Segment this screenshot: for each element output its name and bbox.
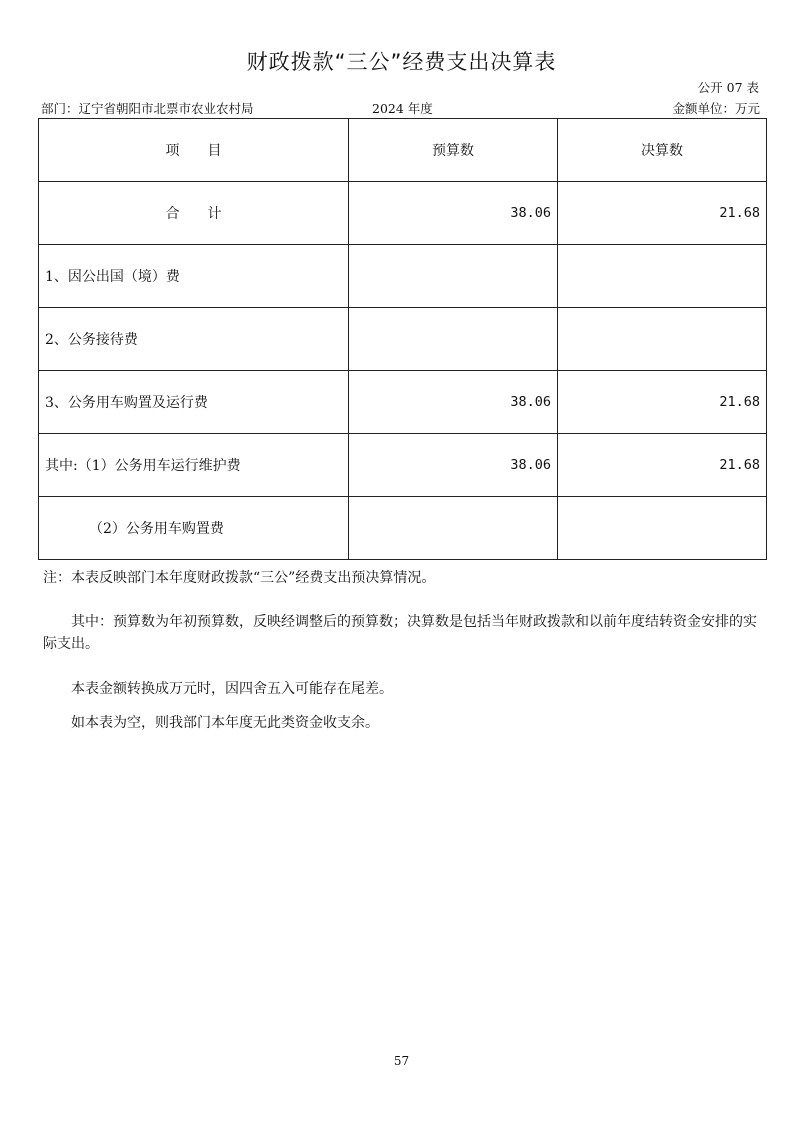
row-budget [349,245,558,308]
table-row [39,497,767,560]
row-budget [349,308,558,371]
table-row [39,245,767,308]
header-item: 项 目 [39,119,349,182]
row-actual [558,308,767,371]
note-4: 如本表为空，则我部门本年度无此类资金收支余。 [71,715,379,731]
unit-label: 金额单位：万元 [672,101,760,116]
row-item: 其中:（1）公务用车运行维护费 [39,434,349,497]
row-item: 2、公务接待费 [39,308,349,371]
row-budget: 38.06 [349,182,558,245]
note-2: 其中：预算数为年初预算数，反映经调整后的预算数；决算数是包括当年财政拨款和以前年度结转资金安排的实际支出。 [43,614,757,652]
form-number: 公开 07 表 [697,80,759,95]
note-3: 本表金额转换成万元时，因四舍五入可能存在尾差。 [71,681,393,697]
page-number: 57 [393,1054,410,1068]
row-actual: 21.68 [558,182,767,245]
row-item: （2）公务用车购置费 [39,497,349,560]
row-item: 3、公务用车购置及运行费 [39,371,349,434]
row-actual: 21.68 [558,434,767,497]
row-budget: 38.06 [349,434,558,497]
expense-table [38,118,767,560]
table-row-total [39,182,767,245]
table-row [39,308,767,371]
department-label: 部门：辽宁省朝阳市北票市农业农村局 [41,101,254,116]
row-actual [558,245,767,308]
row-item: 1、因公出国（境）费 [39,245,349,308]
table-row [39,434,767,497]
row-item: 合 计 [39,182,349,245]
table-row [39,371,767,434]
row-budget [349,497,558,560]
row-actual: 21.68 [558,371,767,434]
header-budget: 预算数 [349,119,558,182]
header-actual: 决算数 [558,119,767,182]
row-actual [558,497,767,560]
page-title: 财政拨款“三公”经费支出决算表 [246,50,557,74]
note-1: 注：本表反映部门本年度财政拨款“三公”经费支出预决算情况。 [43,570,436,586]
row-budget: 38.06 [349,371,558,434]
year-label: 2024 年度 [372,101,433,116]
table-header-row [39,119,767,182]
